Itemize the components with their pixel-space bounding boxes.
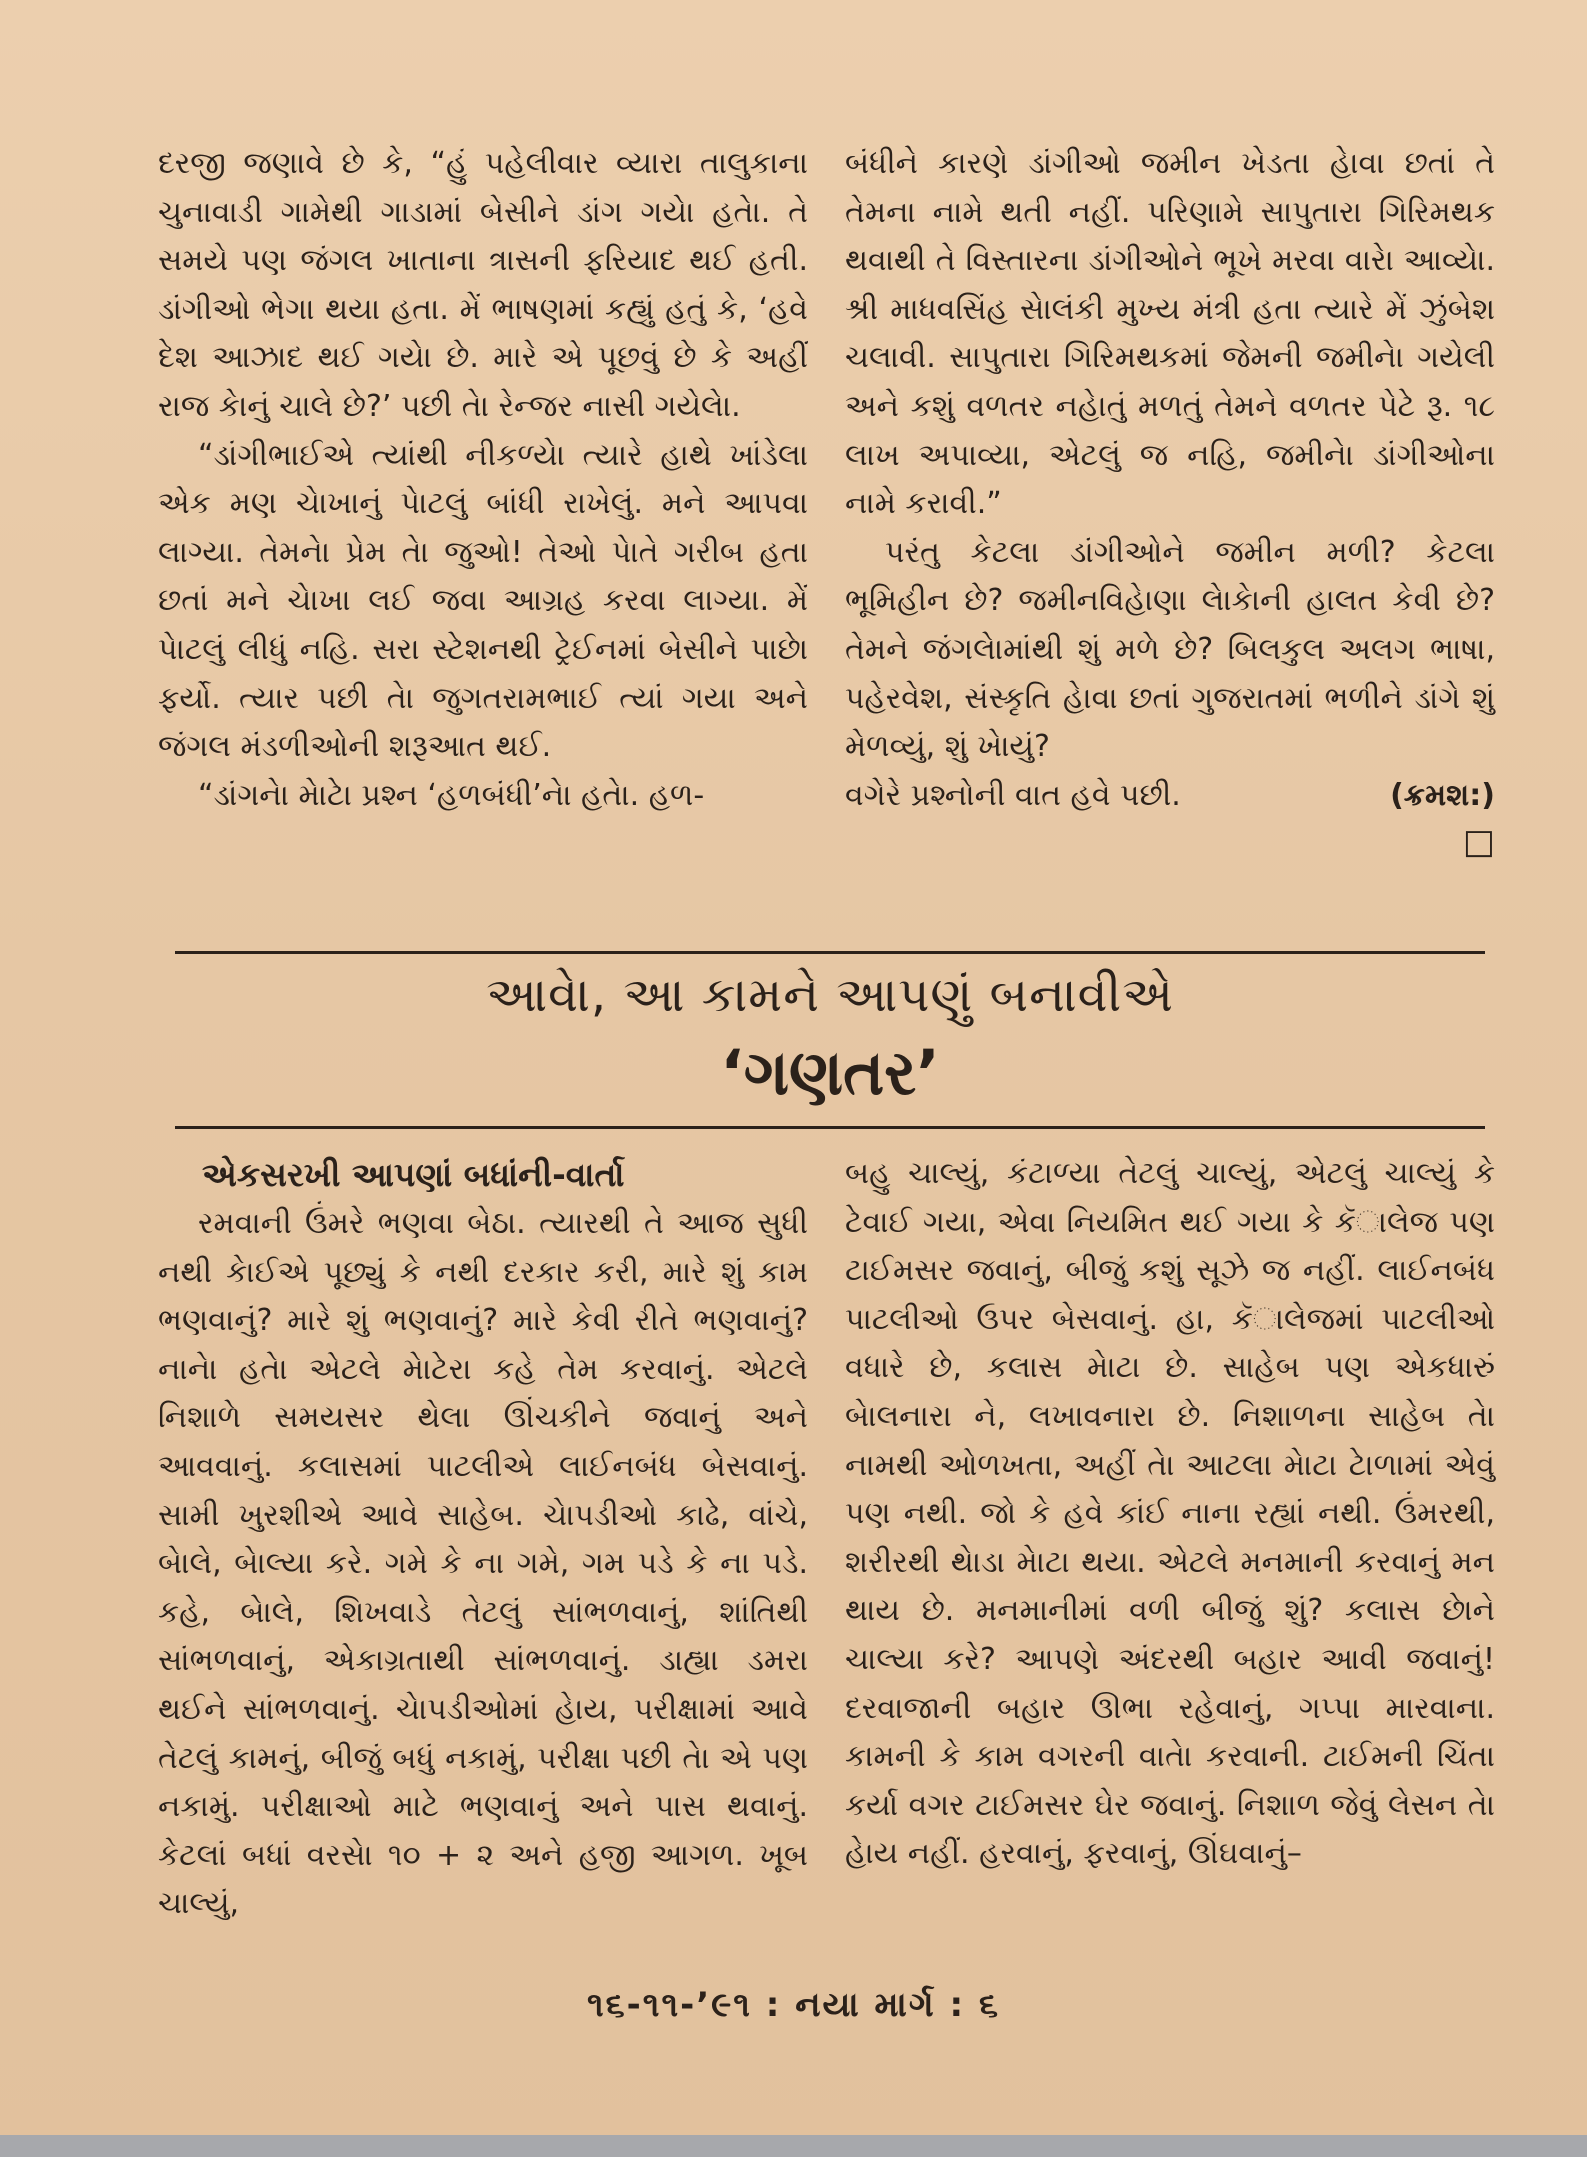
continued-label: (ક્રમશ:) <box>1390 777 1495 813</box>
article-column-bottom-left <box>158 1150 808 1929</box>
paragraph: “ડાંગીભાઈએ ત્યાંથી નીકળ્યેા ત્યારે હાથે ખાંડેલા એક મણ ચેાખાનું પેાટલું બાંધી રાખેલું. મને આપવા લાગ્યા. તેમનેા પ્રેમ તેા જુઓ! તેઓ પેાતે ગરીબ હતા છતાં મને ચેાખા લઈ જવા આગ્રહ કરવા લાગ્યા. મેં પેાટલું લીધું નહિ. સરા સ્ટેશનથી ટ્રેઈનમાં બેસીને પાછેા ફર્યો. ત્યાર પછી તેા જુગતરામભાઈ ત્યાં ગયા અને જંગલ મંડળીઓની શરૂઆત થઈ. <box>158 437 808 765</box>
divider <box>175 951 1485 954</box>
paragraph: બહુ ચાલ્યું, કંટાળ્યા તેટલું ચાલ્યું, એટલું ચાલ્યું કે ટેવાઈ ગયા, એવા નિયમિત થઈ ગયા કે કૅાલેજ પણ ટાઈમસર જવાનું, બીજું કશું સૂઝે જ નહીં. લાઈનબંધ પાટલીઓ ઉપર બેસવાનું. હા, કૅાલેજમાં પાટલીઓ વધારે છે, કલાસ મેાટા છે. સાહેબ પણ એકધારું બેાલનારા ને, લખાવનારા છે. નિશાળના સાહેબ તેા નામથી ઓળખતા, અહીં તેા આટલા મેાટા ટેાળામાં એવું પણ નથી. જો કે હવે કાંઈ નાના રહ્યાં નથી. ઉંમરથી, શરીરથી થેાડા મેાટા થયા. એટલે મનમાની કરવાનું મન થાય છે. મનમાનીમાં વળી બીજું શું? કલાસ છેાને ચાલ્યા કરે? આપણે અંદરથી બહાર આવી જવાનું! દરવાજાની બહાર ઊભા રહેવાનું, ગપ્પા મારવાના. કામની કે કામ વગરની વાતેા કરવાની. ટાઈમની ચિંતા કર્યા વગર ટાઈમસર ઘેર જવાનું. નિશાળ જેવું લેસન તેા હેાય નહીં. હરવાનું, ફરવાનું, ઊંઘવાનું– <box>845 1156 1495 1872</box>
divider <box>175 1126 1485 1129</box>
paragraph: વગેરે પ્રશ્નોની વાત હવે પછી. <box>845 777 1181 813</box>
section-heading: એકસરખી આપણાં બધાંની-વાર્તા <box>202 1155 625 1194</box>
paragraph: બંધીને કારણે ડાંગીઓ જમીન ખેડતા હેાવા છતાં તે તેમના નામે થતી નહીં. પરિણામે સાપુતારા ગિરિમથક થવાથી તે વિસ્તારના ડાંગીઓને ભૂખે મરવા વારેા આવ્યેા. શ્રી માધવસિંહ સેાલંકી મુખ્ય મંત્રી હતા ત્યારે મેં ઝુંબેશ ચલાવી. સાપુતારા ગિરિમથકમાં જેમની જમીનેા ગયેલી અને કશું વળતર નહેાતું મળતું તેમને વળતર પેટે રૂ. ૧૮ લાખ અપાવ્યા, એટલું જ નહિ, જમીનેા ડાંગીઓના નામે કરાવી.” <box>845 146 1495 522</box>
feature-name: ‘ગણતર’ <box>720 1036 940 1109</box>
article-column-top-left <box>158 140 808 820</box>
end-mark-icon: □ <box>1462 822 1495 863</box>
paragraph: રમવાની ઉંમરે ભણવા બેઠા. ત્યારથી તે આજ સુધી નથી કેાઈએ પૂછ્યું કે નથી દરકાર કરી, મારે શું કામ ભણવાનું? મારે શું ભણવાનું? મારે કેવી રીતે ભણવાનું? નાનેા હતેા એટલે મેાટેરા કહે તેમ કરવાનું. એટલે નિશાળે સમયસર થેલા ઊંચકીને જવાનું અને આવવાનું. કલાસમાં પાટલીએ લાઈનબંધ બેસવાનું. સામી ખુરશીએ આવે સાહેબ. ચેાપડીઓ કાઢે, વાંચે, બેાલે, બેાલ્યા કરે. ગમે કે ના ગમે, ગમ પડે કે ના પડે. કહે, બેાલે, શિખવાડે તેટલું સાંભળવાનું, શાંતિથી સાંભળવાનું, એકાગ્રતાથી સાંભળવાનું. ડાહ્યા ડમરા થઈને સાંભળવાનું. ચેાપડીઓમાં હેાય, પરીક્ષામાં આવે તેટલું કામનું, બીજું બધું નકામું, પરીક્ષા પછી તેા એ પણ નકામું. પરીક્ષાઓ માટે ભણવાનું અને પાસ થવાનું. કેટલાં બધાં વરસેા ૧૦ + ૨ અને હજી આગળ. ખૂબ ચાલ્યું, <box>158 1206 808 1922</box>
continued-line <box>845 772 1495 821</box>
feature-title: આવેા, આ કામને આપણું બનાવીએ <box>486 967 1174 1023</box>
article-column-top-right <box>845 140 1495 862</box>
page-footer: ૧૬-૧૧-’૯૧ : નયા માર્ગ : ૬ <box>586 1985 1001 2025</box>
article-column-bottom-right <box>845 1150 1495 1879</box>
paragraph: “ડાંગનેા મેાટેા પ્રશ્ન ‘હળબંધી’નેા હતેા. હળ- <box>198 777 705 813</box>
scan-edge <box>0 2135 1587 2157</box>
paragraph: દરજી જણાવે છે કે, “હું પહેલીવાર વ્યારા તાલુકાના ચુનાવાડી ગામેથી ગાડામાં બેસીને ડાંગ ગયેા હતેા. તે સમયે પણ જંગલ ખાતાના ત્રાસની ફરિયાદ થઈ હતી. ડાંગીઓ ભેગા થયા હતા. મેં ભાષણમાં કહ્યું હતું કે, ‘હવે દેશ આઝાદ થઈ ગયેા છે. મારે એ પૂછવું છે કે અહીં રાજ કેાનું ચાલે છે?’ પછી તેા રેન્જર નાસી ગયેલેા. <box>158 146 808 424</box>
paragraph: પરંતુ કેટલા ડાંગીઓને જમીન મળી? કેટલા ભૂમિહીન છે? જમીનવિહેાણા લેાકેાની હાલત કેવી છે? તેમને જંગલેામાંથી શું મળે છે? બિલકુલ અલગ ભાષા, પહેરવેશ, સંસ્કૃતિ હેાવા છતાં ગુજરાતમાં ભળીને ડાંગે શું મેળવ્યું, શું ખેાયું? <box>845 534 1495 765</box>
